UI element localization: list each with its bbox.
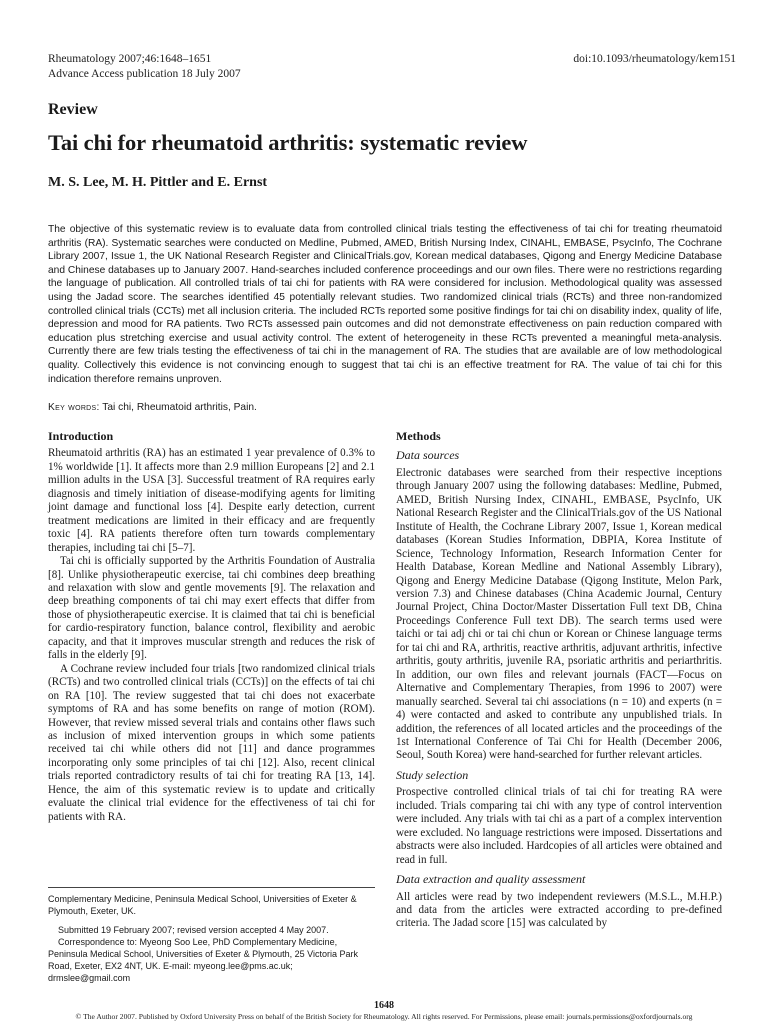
section-heading-methods: Methods: [396, 429, 441, 443]
author-list: M. S. Lee, M. H. Pittler and E. Ernst: [48, 175, 268, 190]
keywords: [48, 402, 257, 413]
intro-paragraph-1: Rheumatoid arthritis (RA) has an estimated 1 year prevalence of 0.3% to 1% worldwide [1]. It affects more than 2.9 million Europeans [2] and 2.1 million adults in the USA [3]. Successful treatment of RA requires early diagnosis and timely initiation of disease-modifying agents for limiting joint damage and functional loss [4]. Despite early detection, current treatment medications are limited in their efficacy and are frequently toxic [4]. RA patients therefore often turn towards complementary therapies, including tai chi [5–7].: [48, 447, 375, 554]
section-heading-introduction: Introduction: [48, 429, 114, 443]
footnote-divider: [48, 887, 375, 888]
footnotes: [48, 893, 375, 984]
journal-citation: [48, 52, 241, 81]
keywords-value: Tai chi, Rheumatoid arthritis, Pain.: [102, 402, 257, 413]
keywords-label: Key words:: [48, 402, 100, 413]
submission-note: Submitted 19 February 2007; revised version accepted 4 May 2007.: [58, 925, 329, 935]
intro-paragraph-3: A Cochrane review included four trials [two randomized clinical trials (RCTs) and two controlled clinical trials (CCTs)] on the effects of tai chi on RA [10]. The review suggested that tai chi does not exacerbate symptoms of RA and has some benefits on range of motion (ROM). However, that review missed several trials and contains other flaws such as inclusion of mixed intervention groups in which some patients received tai chi while others did not [11] and dance programmes incorporating only some principles of tai chi [12]. Also, recent clinical trials reported contradictory results of tai chi for treating RA [13, 14]. Hence, the aim of this systematic review is to update and critically evaluate the clinical trial evidence for the effectiveness of tai chi for patients with RA.: [48, 662, 375, 823]
subheading-study-selection: Study selection: [396, 767, 469, 782]
affiliation-note: Complementary Medicine, Peninsula Medical School, Universities of Exeter & Plymouth, Exeter, UK.: [48, 894, 357, 916]
subheading-data-sources: Data sources: [396, 448, 460, 463]
study-selection-paragraph: Prospective controlled clinical trials of tai chi for treating RA were included. Trials comparing tai chi with any type of control intervention were included. Any trials with tai chi as a part of a complex intervention were excluded. No language restrictions were imposed. Dissertations and abstracts were also included. Hardcopies of all articles were obtained and read in full.: [396, 786, 722, 866]
subheading-data-extraction: Data extraction and quality assessment: [396, 872, 586, 887]
section-label: Review: [48, 101, 98, 118]
data-sources-paragraph: Electronic databases were searched from their respective inceptions through January 2007 using the following databases: Medline, Pubmed, AMED, British Nursing Index, CINAHL, EMBASE, PsycInfo, UK National Research Register and the ClinicalTrials.gov of the US National Institute of Health, the Cochrane Library 2007, Issue 1, Korean medical databases (Korean Studies Information, DBPIA, Korea Institute of Science, Technology Information, Research Information Center for Health Database, Korean Medline and National Assembly Library), Qigong and Energy Medicine Database (Qigong Institute, Melon Park, version 7.3) and Chinese databases (China Academic Journal, Century Journal Project, China Doctor/Master Dissertation Full text DB, China Proceedings Conference Full text DB). The search terms used were taichi or tai adj chi or tai chi chun or Korean or Chinese language terms for tai chi and RA, arthritis, reactive arthritis, adjuvant arthritis, infective arthritis, gouty arthritis, juvenile RA, psoriatic arthritis and periarthritis. In addition, our own files and relevant journals (FACT—Focus on Alternative and Complementary Therapies, from 1996 to 2007) were manually searched. Several tai chi associations (n = 10) and experts (n = 4) were contacted and asked to contribute any unpublished trials. In addition, the references of all located articles and the proceedings of the 1st International Conference of Tai Chi for Health (December 2006, Seoul, South Korea) were hand-searched for further relevant articles.: [396, 466, 722, 762]
citation-line: Rheumatology 2007;46:1648–1651: [48, 53, 212, 65]
copyright-notice: © The Author 2007. Published by Oxford University Press on behalf of the British Society for Rheumatology. All rights reserved. For Permissions, please email: journals.permissions@oxfordjournals.org: [75, 1012, 693, 1021]
doi-link[interactable]: doi:10.1093/rheumatology/kem151: [573, 53, 736, 65]
data-extraction-paragraph: All articles were read by two independent reviewers (M.S.L., M.H.P.) and data from the articles were extracted according to pre-defined criteria. The Jadad score [15] was calculated by: [396, 890, 722, 930]
advance-access-line: Advance Access publication 18 July 2007: [48, 67, 241, 80]
right-column: [396, 430, 722, 931]
left-column: [48, 430, 375, 824]
intro-paragraph-2: Tai chi is officially supported by the Arthritis Foundation of Australia [8]. Unlike physiotherapeutic exercise, tai chi combines deep breathing and relaxation with slow and gentle movements [9]. The relaxation and deep breathing components of tai chi may exert effects that differ from those of physiotherapeutic exercise. It is claimed that tai chi is beneficial for cardio-respiratory function, balance control, flexibility and aerobic capacity, and that it improves muscular strength and reduces the risk of falls in the elderly [9].: [48, 555, 375, 662]
correspondence-note: Correspondence to: Myeong Soo Lee, PhD Complementary Medicine, Peninsula Medical School, Universities of Exeter & Plymouth, 25 Victoria Park Road, Exeter, EX2 4NT, UK. E-mail: myeong.lee@pms.ac.uk; drmslee@gmail.com: [48, 937, 358, 983]
abstract-text: The objective of this systematic review is to evaluate data from controlled clinical trials testing the effectiveness of tai chi for treating rheumatoid arthritis (RA). Systematic searches were conducted on Medline, Pubmed, AMED, British Nursing Index, CINAHL, EMBASE, PsycInfo, The Cochrane Library 2007, Issue 1, the UK National Research Register and ClinicalTrials.gov, Korean medical databases, Qigong and Energy Medicine Database and Chinese databases up to January 2007. Hand-searches included conference proceedings and our own files. There were no restrictions regarding the language of publication. All controlled trials of tai chi for patients with RA were considered for inclusion. Methodological quality was assessed using the Jadad score. The searches identified 45 potentially relevant studies. Two randomized clinical trials (RCTs) and three non-randomized controlled clinical trials (CCTs) met all inclusion criteria. The included RCTs reported some positive findings for tai chi on disability index, quality of life, depression and mood for RA patients. Two RCTs assessed pain outcomes and did not demonstrate effectiveness on pain reduction compared with education plus stretching exercise and usual activity control. The extent of heterogeneity in these RCTs prevented a meaningful meta-analysis. Currently there are few trials testing the effectiveness of tai chi in the management of RA. The studies that are available are of low methodological quality. Collectively this evidence is not convincing enough to suggest that tai chi is an effective treatment for RA. The value of tai chi for this indication therefore remains unproven.: [48, 224, 722, 385]
paper-title: Tai chi for rheumatoid arthritis: systematic review: [48, 130, 528, 155]
page-number: 1648: [374, 1000, 394, 1011]
